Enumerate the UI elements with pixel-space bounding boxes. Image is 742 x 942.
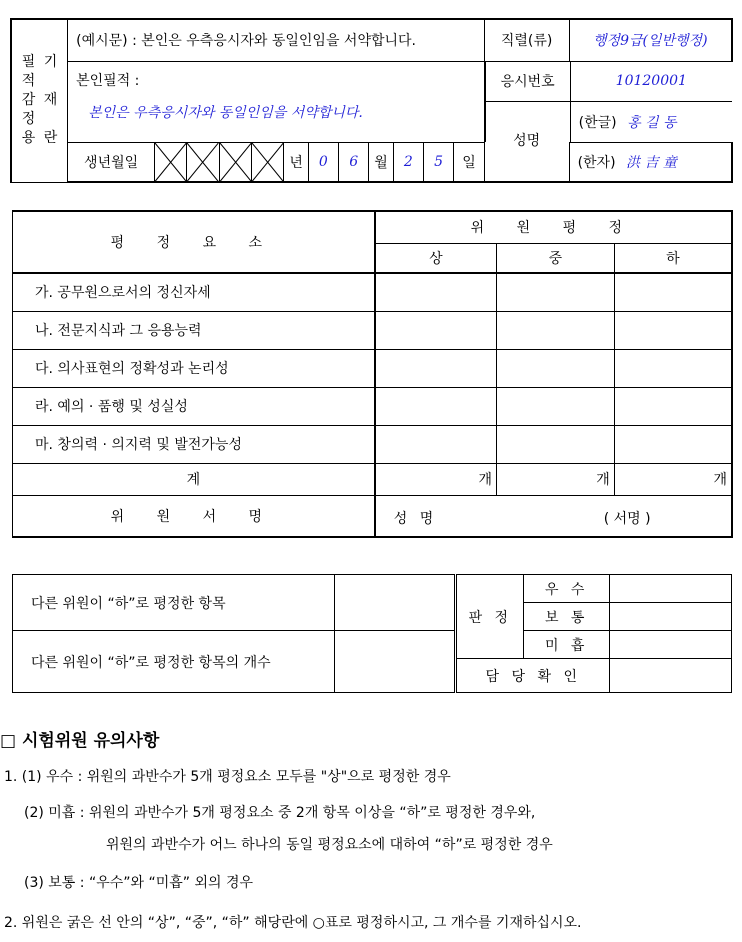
month-digit[interactable]: 0 [308,142,338,182]
year-x-box [219,142,251,182]
birth-label: 생년월일 [68,142,155,182]
total-label: 계 [13,463,375,495]
rating-cell[interactable] [375,349,497,387]
rating-cell[interactable] [496,311,614,349]
rating-cell[interactable] [614,349,732,387]
note-line: (3) 보통 : “우수”와 “미흡” 외의 경우 [24,875,254,891]
handwriting-vertical-label: 필 기 적 감 재 정 용 란 [11,19,68,182]
note-line: 1. (1) 우수 : 위원의 과반수가 5개 평정요소 모두를 "상"으로 평정한 경우 [4,769,451,785]
eval-item: 마. 창의력 · 의지력 및 발전가능성 [13,425,375,463]
notes-title: □ 시험위원 유의사항 [0,731,160,751]
judge-normal: 보 통 [524,603,610,631]
sign-label: 위 원 서 명 [13,495,375,537]
judge-label: 판 정 [456,575,524,659]
note-line: 위원의 과반수가 어느 하나의 동일 평정요소에 대하여 “하”로 평정한 경우 [106,837,553,853]
year-suffix: 년 [284,142,308,182]
rating-cell[interactable] [614,273,732,311]
rating-cell[interactable] [375,273,497,311]
other-low-count-label: 다른 위원이 “하”로 평정한 항목의 개수 [13,631,335,693]
judge-poor: 미 흡 [524,631,610,659]
header-rating: 위 원 평 정 [375,211,732,243]
confirm-label: 담 당 확 인 [456,659,610,693]
rating-cell[interactable] [375,387,497,425]
note-line: 2. 위원은 굵은 선 안의 “상”, “중”, “하” 해당란에 ○표로 평정하시고, 그 개수를 기재하십시오. [4,915,582,931]
header-items: 평 정 요 소 [13,211,375,273]
handwriting-label: 본인필적 : [76,72,140,89]
total-mid[interactable]: 개 [496,463,614,495]
day-digit[interactable]: 5 [423,142,453,182]
confirm-field[interactable] [610,659,732,693]
day-suffix: 일 [454,142,484,182]
other-low-items-value[interactable] [334,575,456,631]
judge-normal-mark[interactable] [610,603,732,631]
identity-table [10,18,733,183]
year-x-box [252,142,284,182]
day-digit[interactable]: 2 [393,142,423,182]
note-line: (2) 미흡 : 위원의 과반수가 5개 평정요소 중 2개 항목 이상을 “하”로 평정한 경우와, [24,805,536,821]
job-label: 직렬(류) [484,19,569,61]
eval-item: 가. 공무원으로서의 정신자세 [13,273,375,311]
other-low-count-value[interactable] [334,631,456,693]
col-low: 하 [614,243,732,273]
handwriting-value: 본인은 우측응시자와 동일인임을 서약합니다. [88,104,363,121]
rating-cell[interactable] [614,425,732,463]
rating-cell[interactable] [496,349,614,387]
exam-no-value[interactable]: 10120001 [570,62,732,102]
rating-cell[interactable] [375,311,497,349]
sign-name-label: 성 명 [393,510,438,527]
rating-cell[interactable] [375,425,497,463]
judge-excellent: 우 수 [524,575,610,603]
eval-item: 나. 전문지식과 그 응용능력 [13,311,375,349]
total-high[interactable]: 개 [375,463,497,495]
rating-cell[interactable] [496,387,614,425]
rating-cell[interactable] [496,273,614,311]
year-x-box [187,142,219,182]
hanja-value: 洪 吉 童 [626,154,677,171]
signature-field[interactable] [375,495,732,537]
year-x-box [155,142,187,182]
handwriting-cell[interactable] [68,61,485,142]
example-text: (예시문) : 본인은 우측응시자와 동일인임을 서약합니다. [68,19,485,61]
sign-hint: ( 서명 ) [603,510,651,527]
judgment-table [12,574,732,693]
hangul-value: 홍 길 동 [627,114,677,131]
judge-poor-mark[interactable] [610,631,732,659]
evaluation-table [12,210,733,538]
job-value[interactable]: 행정9급(일반행정) [569,19,732,61]
hanja-name[interactable] [569,142,732,182]
rating-cell[interactable] [614,311,732,349]
rating-cell[interactable] [614,387,732,425]
other-low-items-label: 다른 위원이 “하”로 평정한 항목 [13,575,335,631]
col-high: 상 [375,243,497,273]
exam-no-label: 응시번호 [485,62,570,102]
hanja-label: (한자) [577,154,616,171]
month-suffix: 월 [369,142,393,182]
judge-excellent-mark[interactable] [610,575,732,603]
hangul-name[interactable] [570,102,732,142]
col-mid: 중 [496,243,614,273]
eval-item: 라. 예의 · 품행 및 성실성 [13,387,375,425]
hangul-label: (한글) [578,114,617,131]
total-low[interactable]: 개 [614,463,732,495]
name-label: 성명 [484,120,569,160]
month-digit[interactable]: 6 [339,142,369,182]
eval-item: 다. 의사표현의 정확성과 논리성 [13,349,375,387]
rating-cell[interactable] [496,425,614,463]
